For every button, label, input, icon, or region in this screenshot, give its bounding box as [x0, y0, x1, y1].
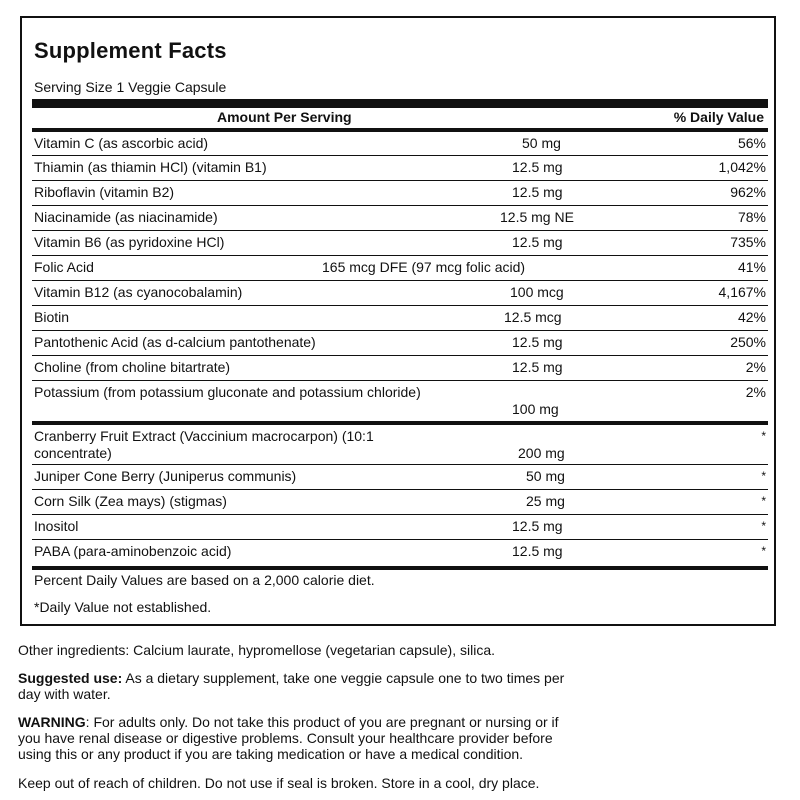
- nutrient-name: Pantothenic Acid (as d-calcium pantothenate): [34, 334, 316, 350]
- storage-instructions: Keep out of reach of children. Do not use if seal is broken. Store in a cool, dry place.: [18, 775, 540, 791]
- nutrient-amount: 12.5 mg: [512, 159, 563, 175]
- warning-text-2: you have renal disease or digestive problems. Consult your healthcare provider before: [18, 730, 553, 746]
- table-row: [32, 206, 768, 231]
- ingredient-dv: *: [761, 544, 766, 558]
- ingredient-amount: 200 mg: [518, 445, 565, 461]
- nutrient-name: Niacinamide (as niacinamide): [34, 209, 218, 225]
- ingredient-name: Cranberry Fruit Extract (Vaccinium macrocarpon) (10:1 concentrate): [34, 428, 374, 461]
- table-row: [32, 281, 768, 306]
- ingredient-amount: 12.5 mg: [512, 518, 563, 534]
- ingredient-amount: 25 mg: [526, 493, 565, 509]
- nutrient-amount: 12.5 mcg: [504, 309, 562, 325]
- nutrient-name: Vitamin B6 (as pyridoxine HCl): [34, 234, 225, 250]
- nutrient-name: Biotin: [34, 309, 70, 325]
- nutrient-amount: 100 mg: [512, 401, 559, 417]
- table-row: [32, 181, 768, 206]
- ingredient-name: Corn Silk (Zea mays) (stigmas): [34, 493, 227, 509]
- nutrient-dv: 4,167%: [718, 284, 766, 300]
- ingredient-name: Juniper Cone Berry (Juniperus communis): [34, 468, 297, 484]
- suggested-use-text-cont: day with water.: [18, 686, 111, 702]
- ingredient-amount: 50 mg: [526, 468, 565, 484]
- divider: [32, 566, 768, 570]
- nutrient-amount: 12.5 mg: [512, 334, 563, 350]
- warning-text: : For adults only. Do not take this product of you are pregnant or nursing or if: [85, 714, 559, 730]
- table-row: [32, 306, 768, 331]
- warning-text-3: using this or any product if you are taking medication or have a medical condition.: [18, 746, 524, 762]
- suggested-use-label: Suggested use:: [18, 670, 123, 686]
- suggested-use-text: As a dietary supplement, take one veggie capsule one to two times per: [122, 670, 565, 686]
- warning: [18, 714, 780, 762]
- nutrient-amount: 165 mcg DFE (97 mcg folic acid): [322, 259, 526, 275]
- serving-size: Serving Size 1 Veggie Capsule: [34, 79, 227, 95]
- ingredient-dv: *: [761, 494, 766, 508]
- table-header: [32, 99, 768, 132]
- footnote-star: *Daily Value not established.: [34, 599, 212, 615]
- amount-per-serving-header: Amount Per Serving: [217, 109, 352, 125]
- nutrient-name: Potassium (from potassium gluconate and potassium chloride): [34, 384, 421, 400]
- nutrient-amount: 12.5 mg NE: [500, 209, 574, 225]
- nutrient-dv: 250%: [730, 334, 766, 350]
- nutrient-amount: 12.5 mg: [512, 184, 563, 200]
- nutrient-dv: 42%: [737, 309, 766, 325]
- supplement-facts-panel: [20, 16, 776, 626]
- nutrient-name: Vitamin C (as ascorbic acid): [34, 135, 209, 151]
- nutrient-dv: 2%: [745, 384, 766, 400]
- nutrient-dv: 735%: [730, 234, 766, 250]
- warning-label: WARNING: [18, 714, 86, 730]
- ingredient-dv: *: [761, 429, 766, 443]
- table-row: [32, 425, 768, 465]
- nutrient-name: Vitamin B12 (as cyanocobalamin): [34, 284, 243, 300]
- nutrient-amount: 50 mg: [522, 135, 561, 151]
- panel-title: Supplement Facts: [34, 38, 227, 63]
- nutrient-amount: 12.5 mg: [512, 234, 563, 250]
- table-row: [32, 490, 768, 515]
- nutrient-name: Choline (from choline bitartrate): [34, 359, 231, 375]
- table-row: [32, 132, 768, 156]
- table-row: [32, 331, 768, 356]
- ingredient-dv: *: [761, 469, 766, 483]
- nutrient-name: Riboflavin (vitamin B2): [34, 184, 175, 200]
- nutrient-amount: 100 mcg: [510, 284, 564, 300]
- table-row: [32, 356, 768, 381]
- table-row: [32, 515, 768, 540]
- nutrient-dv: 78%: [737, 209, 766, 225]
- table-row: [32, 231, 768, 256]
- daily-value-header: % Daily Value: [673, 109, 764, 125]
- suggested-use: [18, 670, 780, 702]
- nutrient-dv: 41%: [737, 259, 766, 275]
- ingredient-amount: 12.5 mg: [512, 543, 563, 559]
- table-row: [32, 256, 768, 281]
- ingredient-name: PABA (para-aminobenzoic acid): [34, 543, 232, 559]
- nutrient-dv: 1,042%: [718, 159, 766, 175]
- nutrient-amount: 12.5 mg: [512, 359, 563, 375]
- footnote-daily-values: Percent Daily Values are based on a 2,000 calorie diet.: [34, 572, 375, 588]
- table-row: [32, 540, 768, 564]
- nutrient-dv: 56%: [737, 135, 766, 151]
- other-ingredients: Other ingredients: Calcium laurate, hypromellose (vegetarian capsule), silica.: [18, 642, 495, 658]
- ingredient-name: Inositol: [34, 518, 79, 534]
- ingredient-dv: *: [761, 519, 766, 533]
- table-row: [32, 156, 768, 181]
- nutrient-dv: 962%: [730, 184, 766, 200]
- nutrient-name: Folic Acid: [34, 259, 94, 275]
- table-row: [32, 465, 768, 490]
- nutrient-dv: 2%: [745, 359, 766, 375]
- table-row: [32, 381, 768, 425]
- nutrient-name: Thiamin (as thiamin HCl) (vitamin B1): [34, 159, 267, 175]
